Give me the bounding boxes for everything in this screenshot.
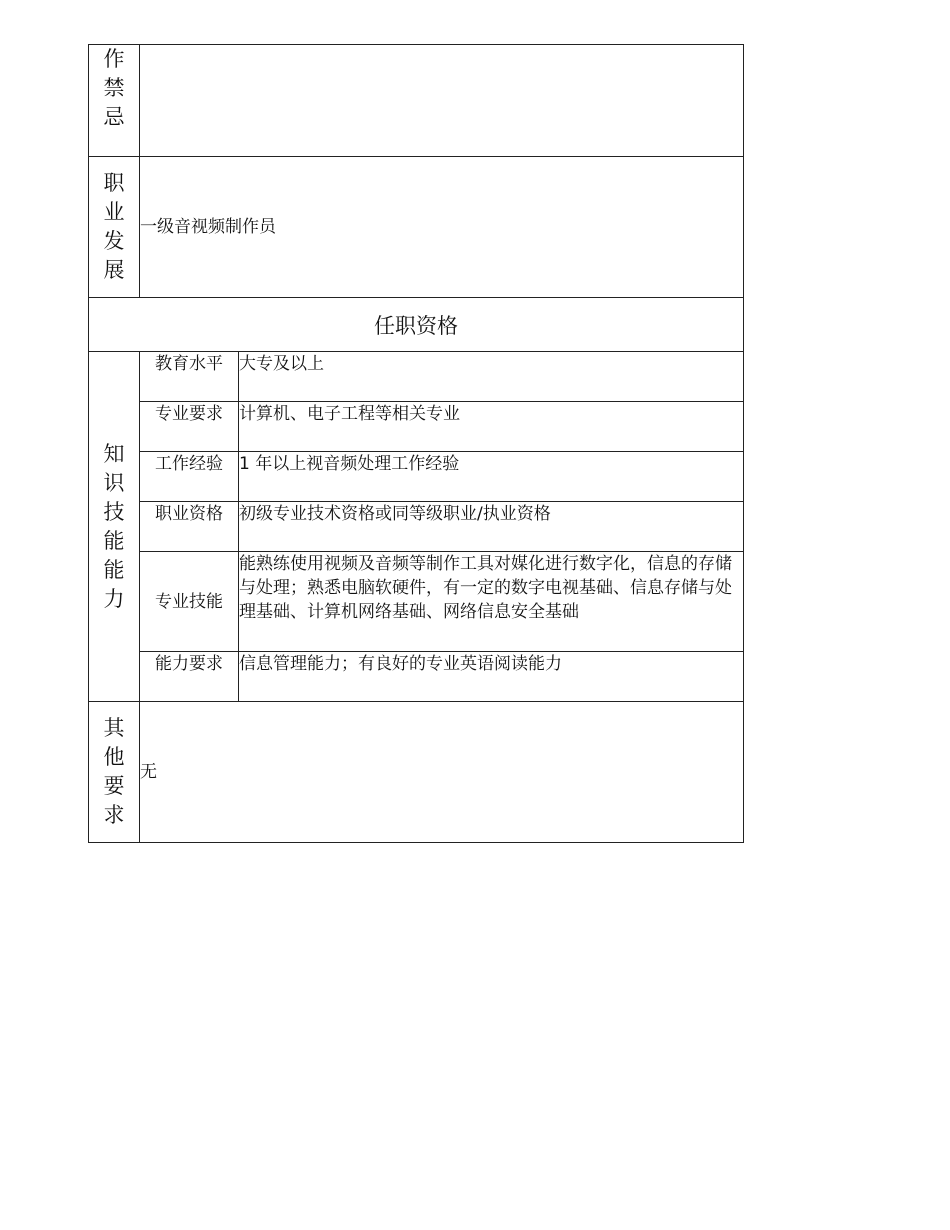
knowledge-row-major [89,402,744,452]
qualifications-header-row [89,298,744,352]
skills-value: 能熟练使用视频及音频等制作工具对媒化进行数字化，信息的存储与处理；熟悉电脑软硬件，有一定的数字电视基础、信息存储与处理基础、计算机网络基础、网络信息安全基础 [239,552,744,652]
knowledge-row-education [89,352,744,402]
knowledge-row-certification [89,502,744,552]
ability-label: 能力要求 [140,652,239,702]
ability-value: 信息管理能力；有良好的专业英语阅读能力 [239,652,744,702]
other-row [89,702,744,843]
major-value: 计算机、电子工程等相关专业 [239,402,744,452]
career-row [89,157,744,298]
other-label: 其 他 要 求 [89,702,140,843]
experience-label: 工作经验 [140,452,239,502]
job-description-sheet [88,44,743,843]
taboo-label: 作 禁 忌 [89,45,140,157]
qualifications-title: 任职资格 [89,298,744,352]
skills-label: 专业技能 [140,552,239,652]
certification-label: 职业资格 [140,502,239,552]
knowledge-label: 知 识 技 能 能 力 [89,352,140,702]
career-content: 一级音视频制作员 [140,157,744,298]
knowledge-row-skills [89,552,744,652]
knowledge-row-ability [89,652,744,702]
major-label: 专业要求 [140,402,239,452]
other-content: 无 [140,702,744,843]
certification-value: 初级专业技术资格或同等级职业/执业资格 [239,502,744,552]
education-label: 教育水平 [140,352,239,402]
knowledge-row-experience [89,452,744,502]
education-value: 大专及以上 [239,352,744,402]
job-description-table [88,44,744,843]
taboo-content [140,45,744,157]
career-label: 职 业 发 展 [89,157,140,298]
experience-value: 1 年以上视音频处理工作经验 [239,452,744,502]
taboo-row [89,45,744,157]
